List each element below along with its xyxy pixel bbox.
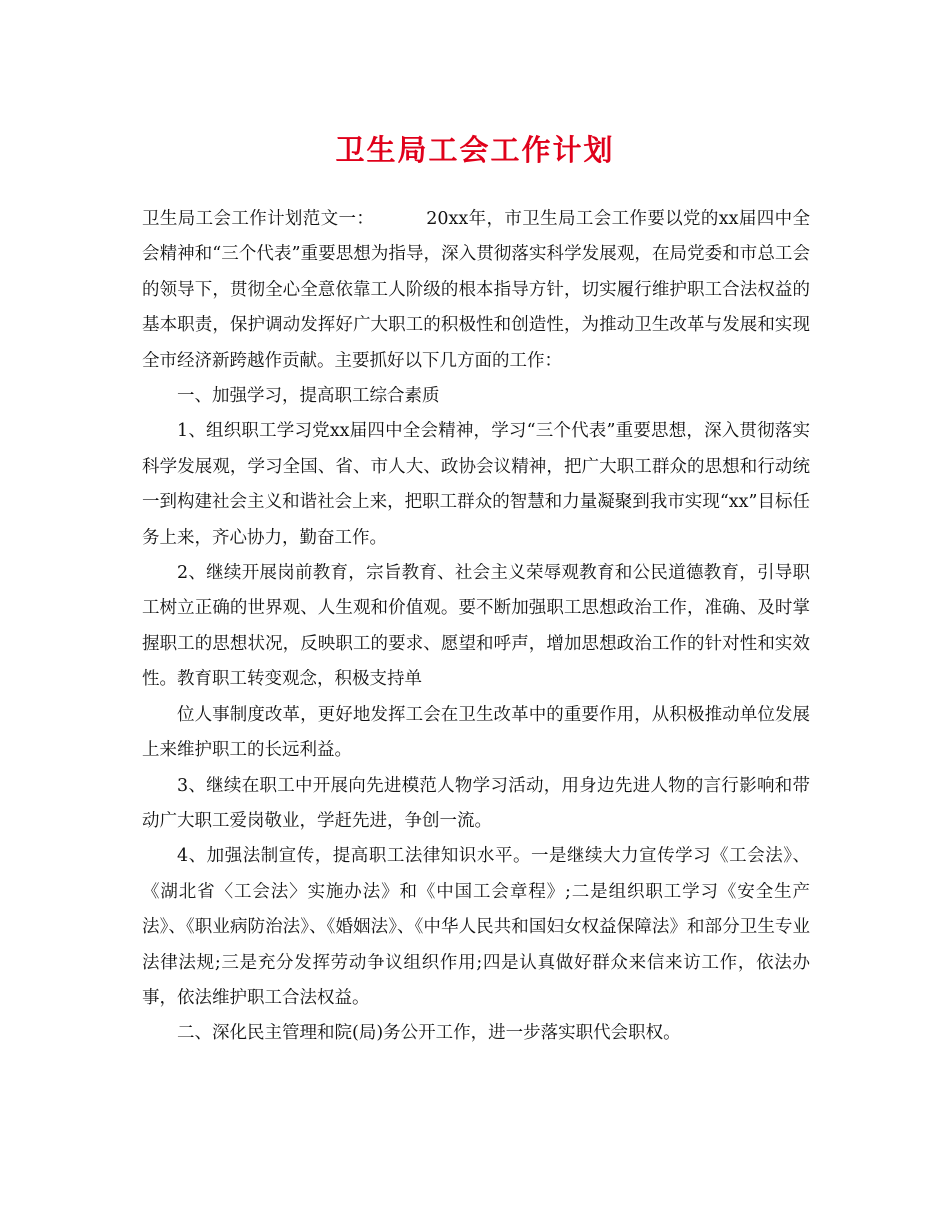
intro-paragraph — [142, 202, 810, 379]
section-heading-1: 一、加强学习，提高职工综合素质 — [177, 386, 440, 407]
intro-text: 20xx年，市卫生局工会工作要以党的xx届四中全会精神和“三个代表”重要思想为指导，深入贯彻落实科学发展观，在局党委和市总工会的领导下，贯彻全心全意依靠工人阶级的根本指导方针，切实履行维护职工合法权益的基本职责，保护调动发挥好广大职工的积极性和创造性，为推动卫生改革与发展和实现全市经济新跨越作贡献。主要抓好以下几方面的工作： — [142, 209, 811, 371]
paragraph-item-3: 3、继续在职工中开展向先进模范人物学习活动，用身边先进人物的言行影响和带动广大职工爱岗敬业，学赶先进，争创一流。 — [142, 775, 810, 831]
document-title: 卫生局工会工作计划 — [335, 133, 615, 167]
document-body — [142, 202, 810, 1052]
section-heading-2: 二、深化民主管理和院(局)务公开工作，进一步落实职代会职权。 — [177, 1023, 681, 1044]
paragraph-item-4: 4、加强法制宣传，提高职工法律知识水平。一是继续大力宣传学习《工会法》、《湖北省〈工会法〉实施办法》和《中国工会章程》;二是组织职工学习《安全生产法》、《职业病防治法》、《婚姻法》、《中华人民共和国妇女权益保障法》和部分卫生专业法律法规;三是充分发挥劳动争议组织作用;四是认真做好群众来信来访工作，依法办事，依法维护职工合法权益。 — [142, 846, 810, 1008]
paragraph-item-2-continued: 位人事制度改革，更好地发挥工会在卫生改革中的重要作用，从积极推动单位发展上来维护职工的长远利益。 — [142, 704, 810, 761]
paragraph-item-2: 2、继续开展岗前教育，宗旨教育、社会主义荣辱观教育和公民道德教育，引导职工树立正确的世界观、人生观和价值观。要不断加强职工思想政治工作，准确、及时掌握职工的思想状况，反映职工的要求、愿望和呼声，增加思想政治工作的针对性和实效性。教育职工转变观念，积极支持单 — [142, 563, 810, 690]
intro-label: 卫生局工会工作计划范文一： — [142, 209, 375, 229]
paragraph-item-1: 1、组织职工学习党xx届四中全会精神，学习“三个代表”重要思想，深入贯彻落实科学发展观，学习全国、省、市人大、政协会议精神，把广大职工群众的思想和行动统一到构建社会主义和谐社会上来，把职工群众的智慧和力量凝聚到我市实现“xx”目标任务上来，齐心协力，勤奋工作。 — [142, 421, 810, 548]
